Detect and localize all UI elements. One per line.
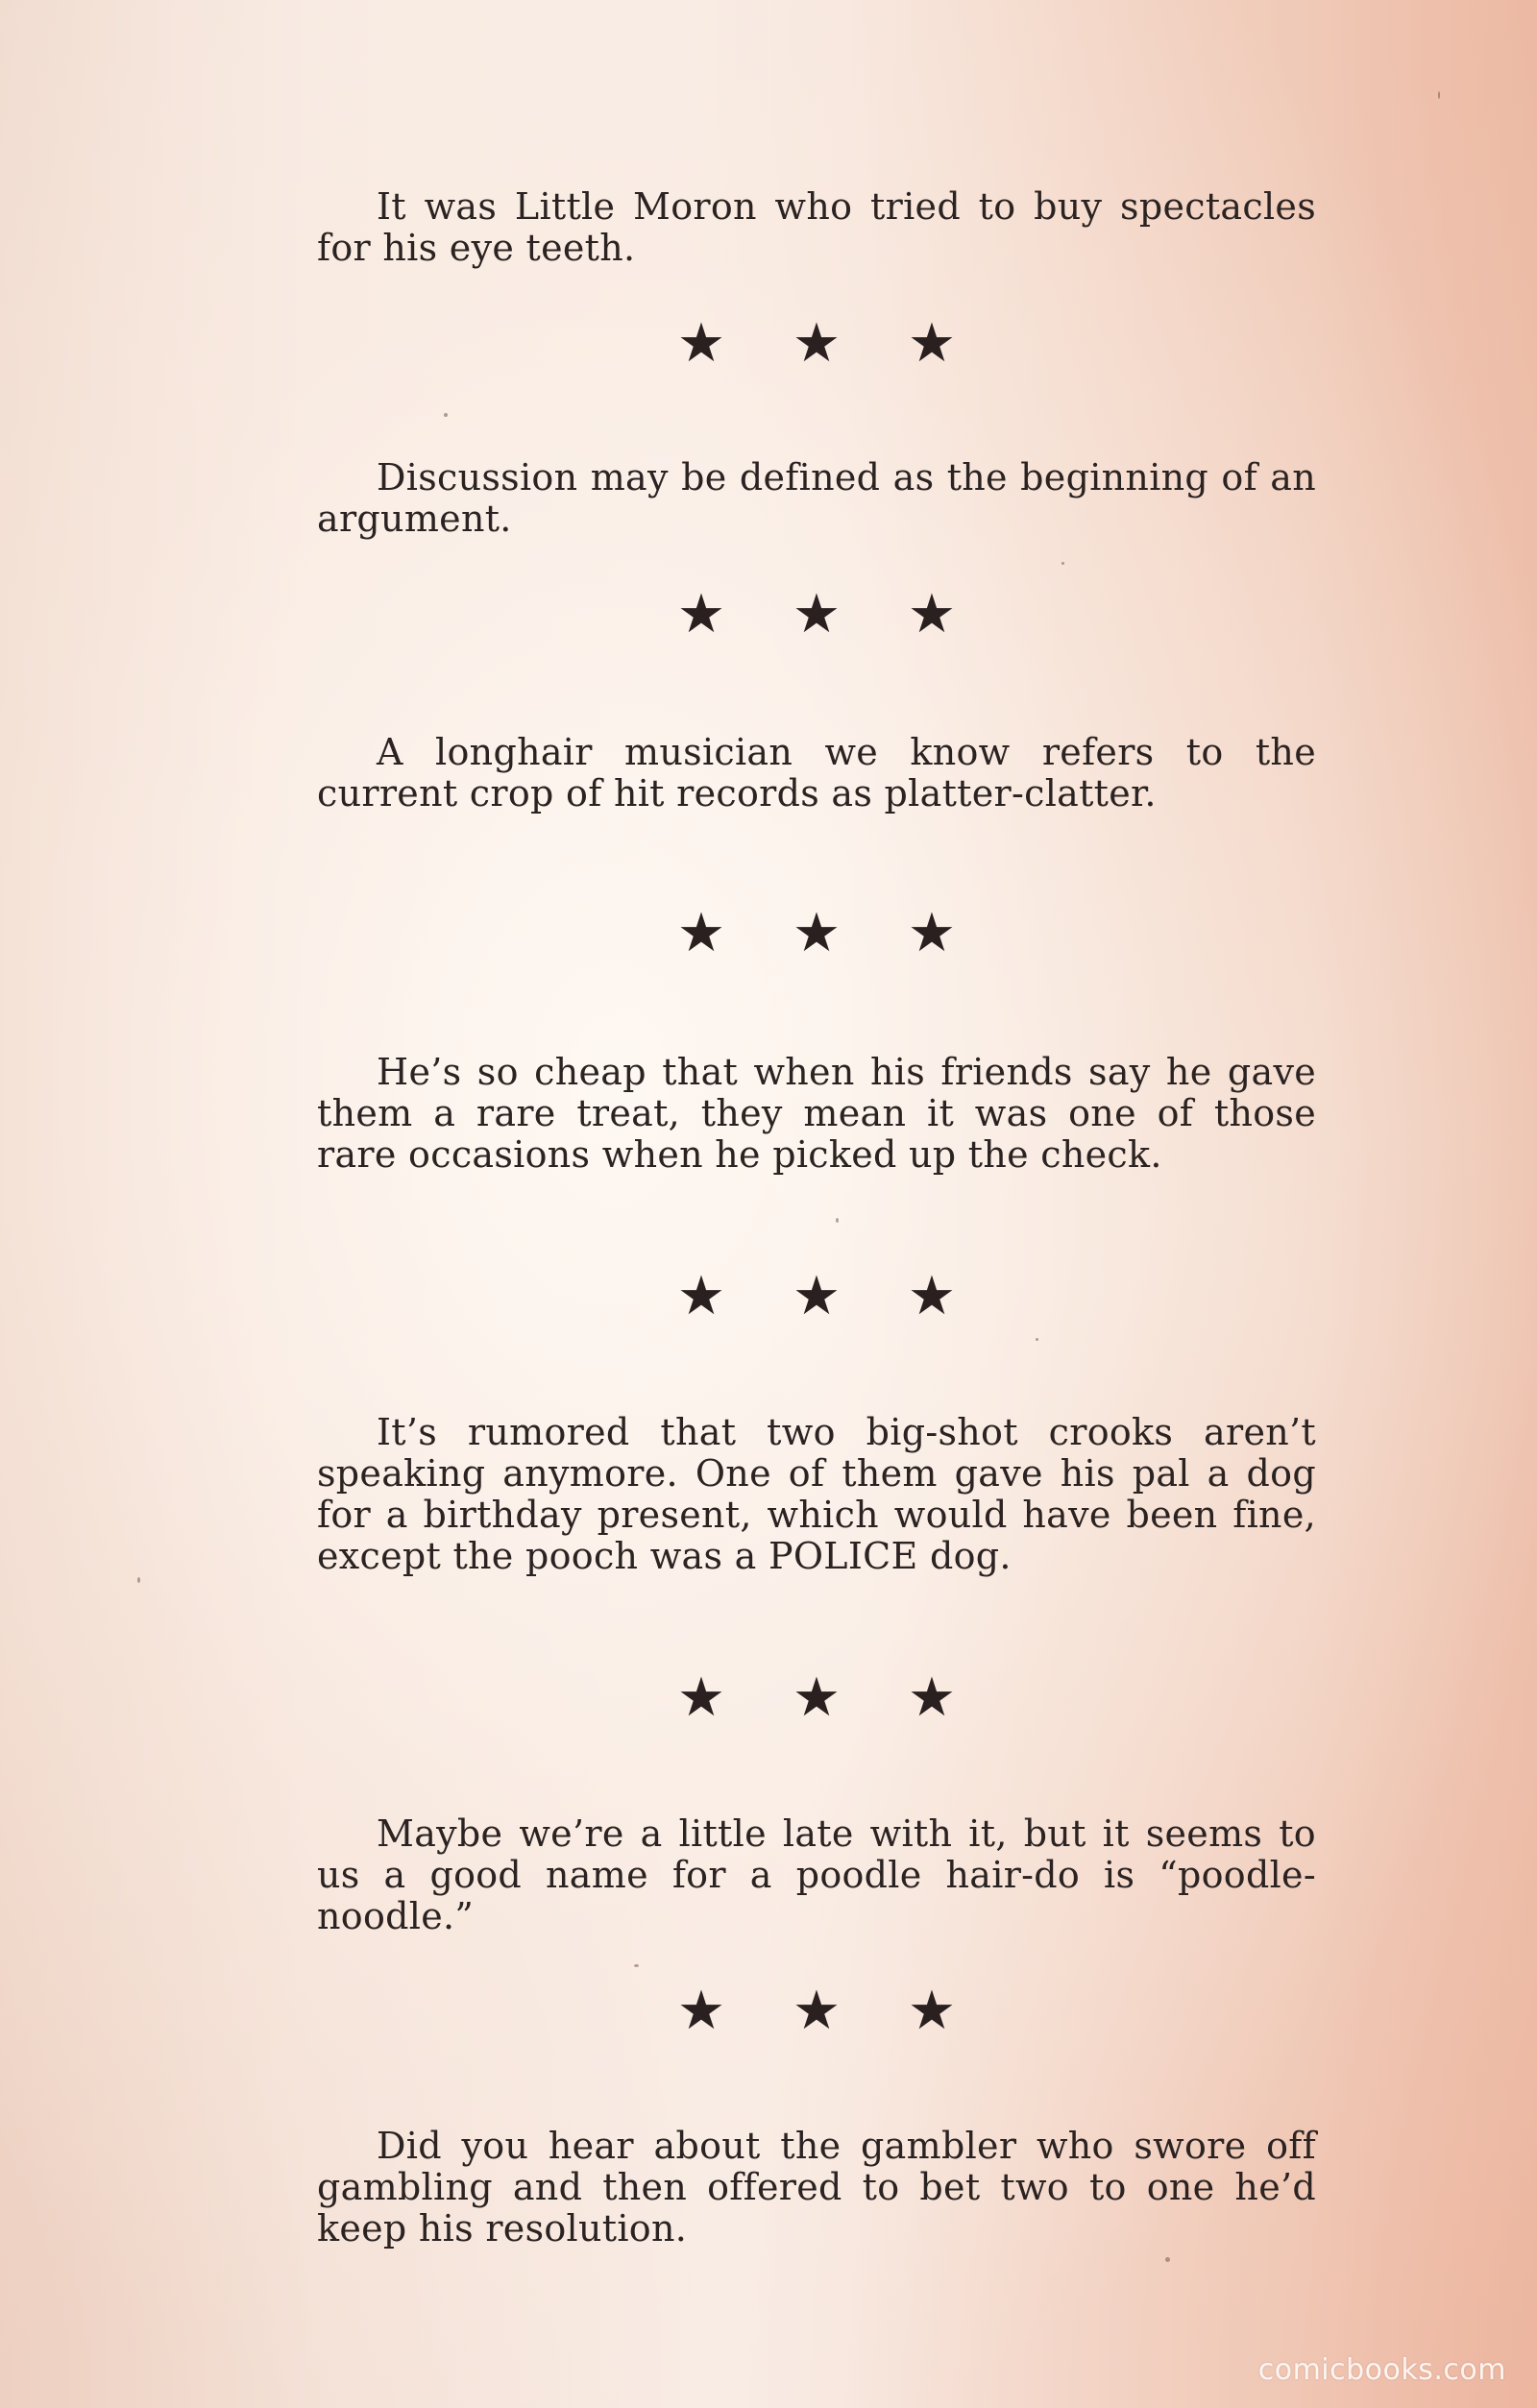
joke-5: It’s rumored that two big-shot crooks aren’t speaking anymore. One of them gave his pal a dog for a birthday present, which would have been fine, except the pooch was a POLICE dog. — [317, 1411, 1316, 1577]
star-icon: ★ — [676, 1666, 726, 1729]
star-separator-1 — [672, 312, 961, 375]
paper-speck — [137, 1577, 140, 1583]
joke-1: It was Little Moron who tried to buy spectacles for his eye teeth. — [317, 185, 1316, 269]
star-separator-6 — [672, 1980, 961, 2042]
paper-speck — [1036, 1338, 1038, 1341]
paper-speck — [1165, 2257, 1170, 2262]
star-icon: ★ — [907, 1980, 957, 2042]
star-icon: ★ — [907, 1666, 957, 1729]
watermark: comicbooks.com — [1257, 2353, 1506, 2387]
joke-2: Discussion may be defined as the beginning of an argument. — [317, 456, 1316, 540]
paper-speck — [1061, 562, 1064, 565]
joke-3: A longhair musician we know refers to the current crop of hit records as platter-clatter. — [317, 731, 1316, 815]
star-icon: ★ — [907, 583, 957, 645]
star-icon: ★ — [676, 583, 726, 645]
star-icon: ★ — [676, 1980, 726, 2042]
paper-speck — [634, 1964, 639, 1967]
star-separator-2 — [672, 583, 961, 645]
star-icon: ★ — [792, 1666, 842, 1729]
star-icon: ★ — [792, 583, 842, 645]
star-separator-4 — [672, 1265, 961, 1327]
star-icon: ★ — [792, 902, 842, 964]
star-icon: ★ — [907, 902, 957, 964]
joke-6: Maybe we’re a little late with it, but it seems to us a good name for a poodle hair-do is “poodle-noodle.” — [317, 1812, 1316, 1937]
paper-speck — [444, 413, 448, 417]
star-icon: ★ — [676, 902, 726, 964]
joke-7: Did you hear about the gambler who swore off gambling and then offered to bet two to one he’d keep his resolution. — [317, 2125, 1316, 2250]
star-icon: ★ — [907, 312, 957, 375]
paper-speck — [836, 1218, 839, 1223]
star-icon: ★ — [792, 1980, 842, 2042]
star-separator-5 — [672, 1666, 961, 1729]
star-separator-3 — [672, 902, 961, 964]
star-icon: ★ — [676, 312, 726, 375]
joke-4: He’s so cheap that when his friends say he gave them a rare treat, they mean it was one of those rare occasions when he picked up the check. — [317, 1051, 1316, 1176]
star-icon: ★ — [792, 312, 842, 375]
paper-speck — [1438, 91, 1440, 99]
star-icon: ★ — [907, 1265, 957, 1327]
star-icon: ★ — [676, 1265, 726, 1327]
star-icon: ★ — [792, 1265, 842, 1327]
